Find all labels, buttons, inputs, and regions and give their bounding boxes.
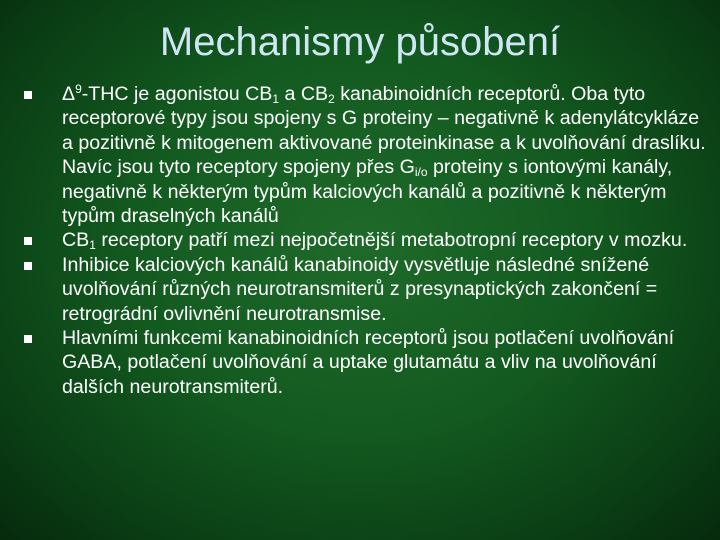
bullet-item [22, 326, 712, 399]
bullet-square-icon [24, 262, 32, 270]
bullet-text: Inhibice kalciových kanálů kanabinoidy vysvětluje následné snížené uvolňování různých neurotransmiterů z presynaptických zakončení = retrográdní ovlivnění neurotransmise. [62, 253, 658, 325]
bullet-item [22, 253, 712, 326]
bullet-text: Hlavními funkcemi kanabinoidních receptorů jsou potlačení uvolňování GABA, potlačení uvolňování a uptake glutamátu a vliv na uvolňování dalších neurotransmiterů. [62, 327, 675, 398]
bullet-list [22, 82, 712, 399]
slide-title: Mechanismy působení [159, 20, 561, 64]
subscript-text: 1 [272, 92, 280, 106]
bullet-item [22, 82, 712, 228]
bullet-text: Δ [62, 83, 76, 105]
bullet-item [22, 228, 712, 252]
bullet-square-icon [24, 335, 32, 343]
bullet-text: proteiny s iontovými kanály, negativně k některým typům kalciových kanálů a pozitivně k některým typům draselných kanálů [62, 156, 673, 228]
subscript-text: 1 [89, 238, 96, 253]
bullet-text: -THC je agonistou CB [81, 83, 273, 105]
bullet-square-icon [24, 237, 32, 245]
bullet-square-icon [24, 91, 32, 99]
bullet-text: receptory patří mezi nejpočetnější metabotropní receptory v mozku. [95, 229, 688, 252]
superscript-text: 9 [75, 82, 82, 96]
bullet-text: a CB [279, 83, 329, 105]
bullet-text: kanabinoidních receptorů. Oba tyto receptorové typy jsou spojeny s G proteiny – negativně k adenylátcykláze a pozitivně k mitogenem aktivované proteinkinase a k uvolňování draslíku. Navíc jsou tyto receptory spojeny přes G [62, 83, 706, 179]
subscript-text: i/o [414, 165, 428, 180]
subscript-text: 2 [328, 92, 335, 106]
bullet-text: CB [62, 229, 90, 252]
